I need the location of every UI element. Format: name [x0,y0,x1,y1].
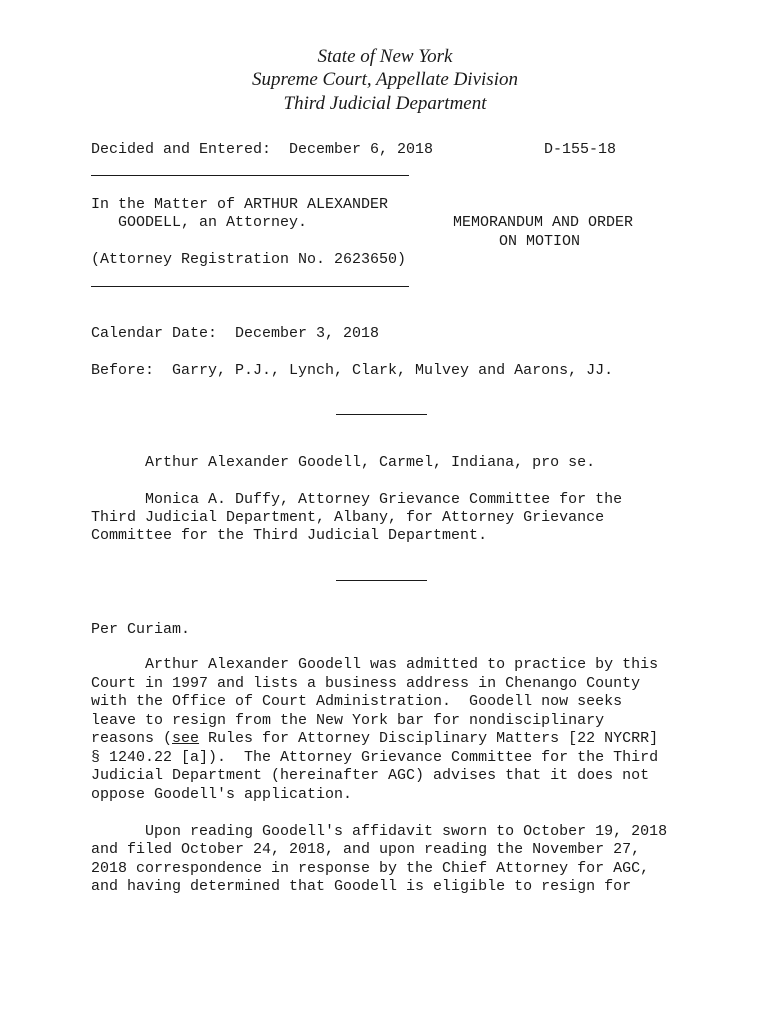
calendar-date: Calendar Date: December 3, 2018 [91,325,380,342]
paragraph-line: with the Office of Court Administration. Goodell now seeks [91,693,623,710]
order-type-line1: MEMORANDUM AND ORDER [453,214,634,231]
paragraph-line: Arthur Alexander Goodell was admitted to practice by this [91,656,659,673]
paragraph-line: § 1240.22 [a]). The Attorney Grievance Committee for the Third [91,749,659,766]
paragraph-line: leave to resign from the New York bar for nondisciplinary [91,712,605,729]
opinion-heading: Per Curiam. [91,621,191,638]
court-name-division: Supreme Court, Appellate Division [252,69,518,90]
caption-bottom-rule [91,286,409,287]
paragraph-line: Court in 1997 and lists a business address in Chenango County [91,675,641,692]
paragraph-line: 2018 correspondence in response by the Chief Attorney for AGC, [91,860,650,877]
paragraph-text: Rules for Attorney Disciplinary Matters [22 NYCRR] [199,730,659,747]
paragraph-line [91,730,658,748]
paragraph-line: and having determined that Goodell is eligible to resign for [91,878,632,895]
order-type-line2: ON MOTION [499,233,581,250]
section-divider [336,580,427,581]
caption-matter-line2: GOODELL, an Attorney. [91,214,308,231]
appearance-counsel-line: Third Judicial Department, Albany, for Attorney Grievance [91,509,605,526]
court-name-department: Third Judicial Department [283,93,487,114]
docket-number: D-155-18 [544,141,617,158]
decided-entered-date: Decided and Entered: December 6, 2018 [91,141,434,158]
paragraph-line: Judicial Department (hereinafter AGC) advises that it does not [91,767,650,784]
paragraph-line: Upon reading Goodell's affidavit sworn to October 19, 2018 [91,823,668,840]
section-divider [336,414,427,415]
paragraph-line: oppose Goodell's application. [91,786,353,803]
caption-top-rule [91,175,409,176]
appearance-counsel-line: Committee for the Third Judicial Department. [91,527,488,544]
paragraph-text: reasons ( [91,730,173,747]
attorney-registration: (Attorney Registration No. 2623650) [91,251,407,268]
panel-justices: Before: Garry, P.J., Lynch, Clark, Mulvey and Aarons, JJ. [91,362,614,379]
citation-signal-see: see [172,730,200,747]
paragraph-line: and filed October 24, 2018, and upon reading the November 27, [91,841,641,858]
appearance-counsel-line: Monica A. Duffy, Attorney Grievance Committee for the [91,491,623,508]
appearance-respondent: Arthur Alexander Goodell, Carmel, Indiana, pro se. [91,454,596,471]
caption-matter-line1: In the Matter of ARTHUR ALEXANDER [91,196,389,213]
court-name-state: State of New York [317,46,453,67]
